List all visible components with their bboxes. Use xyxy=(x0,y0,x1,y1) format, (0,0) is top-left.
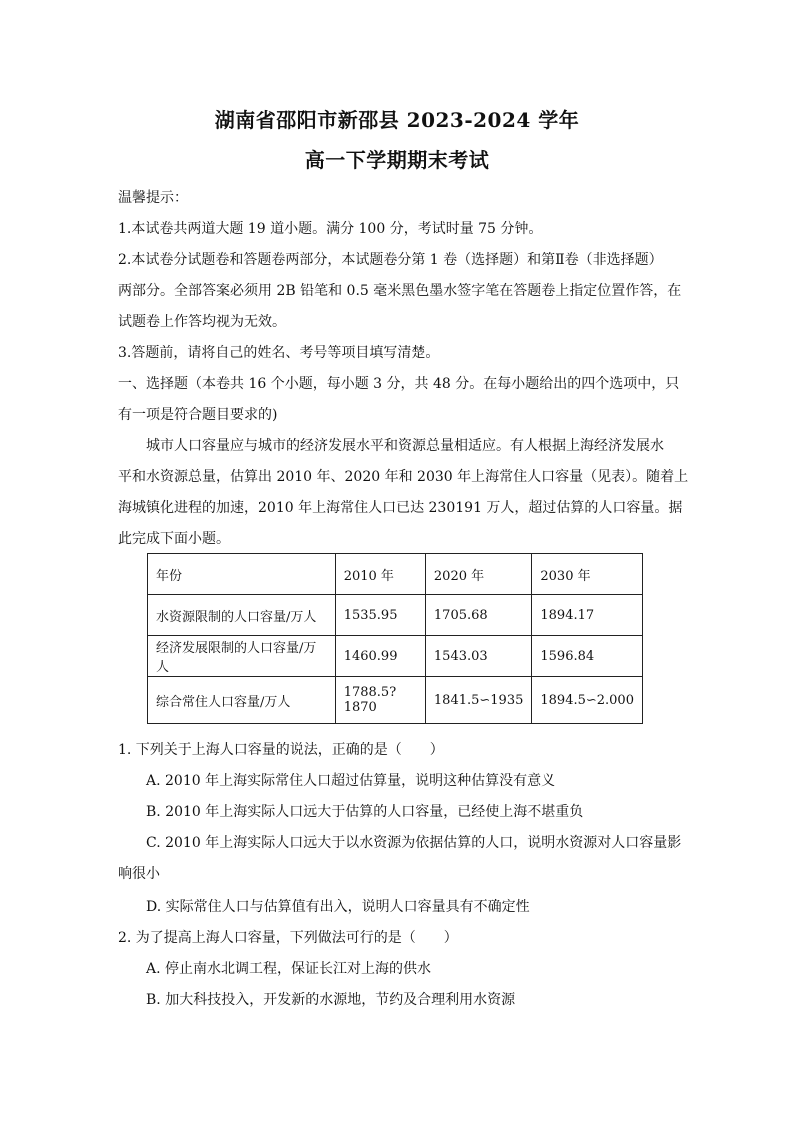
population-capacity-table xyxy=(147,553,643,724)
table-cell: 综合常住人口容量/万人 xyxy=(148,677,336,724)
question-2-option-a: A. 停止南水北调工程，保证长江对上海的供水 xyxy=(146,961,432,977)
passage-line: 平和水资源总量，估算出 2010 年、2020 年和 2030 年上海常住人口容量（见表）。随着上 xyxy=(118,469,689,485)
question-1-option-c-cont: 响很小 xyxy=(118,866,160,882)
table-header-cell: 2010 年 xyxy=(335,554,425,595)
notice-item: 1.本试卷共两道大题 19 道小题。满分 100 分，考试时量 75 分钟。 xyxy=(118,221,543,237)
exam-title-line2: 高一下学期期末考试 xyxy=(304,148,490,172)
question-2-option-b: B. 加大科技投入，开发新的水源地，节约及合理利用水资源 xyxy=(146,992,516,1008)
table-header-cell: 2030 年 xyxy=(532,554,643,595)
section-heading: 一、选择题（本卷共 16 个小题，每小题 3 分，共 48 分。在每小题给出的四个选项中，只 xyxy=(118,376,680,392)
notice-heading: 温馨提示： xyxy=(118,190,188,206)
question-2-stem: 2. 为了提高上海人口容量，下列做法可行的是（ ） xyxy=(118,930,458,946)
passage-line: 城市人口容量应与城市的经济发展水平和资源总量相适应。有人根据上海经济发展水 xyxy=(146,438,664,454)
notice-item: 3.答题前，请将自己的姓名、考号等项目填写清楚。 xyxy=(118,345,440,361)
section-heading-cont: 有一项是符合题目要求的) xyxy=(118,407,278,423)
table-header-cell: 年份 xyxy=(148,554,336,595)
table-cell: 1894.17 xyxy=(532,595,643,636)
table-cell: 1841.5∽1935 xyxy=(425,677,531,724)
table-row xyxy=(148,677,643,724)
notice-item: 试题卷上作答均视为无效。 xyxy=(118,314,286,330)
table-cell: 1705.68 xyxy=(425,595,531,636)
table-cell: 1894.5∽2.000 xyxy=(532,677,643,724)
table-cell: 1535.95 xyxy=(335,595,425,636)
table-cell: 1596.84 xyxy=(532,636,643,677)
table-cell: 经济发展限制的人口容量/万人 xyxy=(148,636,336,677)
question-1-stem: 1. 下列关于上海人口容量的说法，正确的是（ ） xyxy=(118,742,444,758)
passage-line: 海城镇化进程的加速，2010 年上海常住人口已达 230191 万人，超过估算的人口容量。据 xyxy=(118,500,683,516)
question-1-option-a: A. 2010 年上海实际常住人口超过估算量，说明这种估算没有意义 xyxy=(146,773,556,789)
table-row xyxy=(148,636,643,677)
notice-item: 2.本试卷分试题卷和答题卷两部分，本试题卷分第 1 卷（选择题）和第Ⅱ卷（非选择题） xyxy=(118,252,663,268)
table-cell: 水资源限制的人口容量/万人 xyxy=(148,595,336,636)
table-header-cell: 2020 年 xyxy=(425,554,531,595)
table-cell: 1543.03 xyxy=(425,636,531,677)
table-cell: 1460.99 xyxy=(335,636,425,677)
notice-item: 两部分。全部答案必须用 2B 铅笔和 0.5 毫米黑色墨水签字笔在答题卷上指定位置作答，在 xyxy=(118,283,682,299)
passage-line: 此完成下面小题。 xyxy=(118,531,230,547)
question-1-option-b: B. 2010 年上海实际人口远大于估算的人口容量，已经使上海不堪重负 xyxy=(146,804,584,820)
table-row xyxy=(148,595,643,636)
table-cell: 1788.5?1870 xyxy=(335,677,425,724)
table-header-row xyxy=(148,554,643,595)
question-1-option-c: C. 2010 年上海实际人口远大于以水资源为依据估算的人口，说明水资源对人口容量影 xyxy=(146,835,682,851)
question-1-option-d: D. 实际常住人口与估算值有出入，说明人口容量具有不确定性 xyxy=(146,899,530,915)
exam-title-line1: 湖南省邵阳市新邵县 2023-2024 学年 xyxy=(214,108,580,132)
